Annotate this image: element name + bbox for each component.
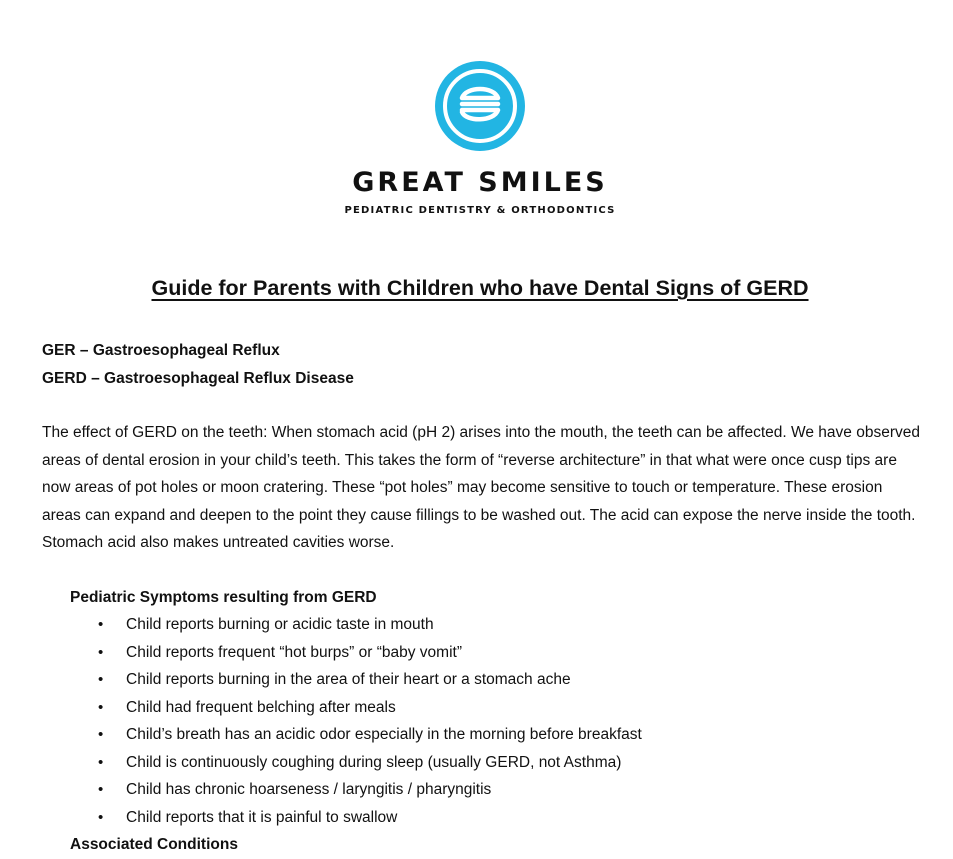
symptoms-heading: Pediatric Symptoms resulting from GERD (70, 589, 377, 606)
brand-tagline: PEDIATRIC DENTISTRY & ORTHODONTICS (344, 205, 616, 216)
bullet-icon: • (98, 781, 104, 798)
associated-conditions-heading: Associated Conditions (70, 836, 238, 853)
symptom-text: Child reports that it is painful to swallow (126, 808, 398, 826)
page-title: Guide for Parents with Children who have Dental Signs of GERD (151, 276, 809, 300)
symptom-text: Child has chronic hoarseness / laryngitis / pharyngitis (126, 781, 492, 798)
symptom-text: Child is continuously coughing during sleep (usually GERD, not Asthma) (126, 753, 622, 771)
definition-ger: GER – Gastroesophageal Reflux (42, 342, 280, 359)
bullet-icon: • (98, 726, 104, 743)
symptom-text: Child reports burning in the area of their heart or a stomach ache (126, 671, 571, 688)
bullet-icon: • (98, 671, 104, 688)
intro-paragraph: The effect of GERD on the teeth: When stomach acid (pH 2) arises into the mouth, the teeth can be affected. We have observed areas of dental erosion in your child’s teeth. This takes the form of “reverse architecture” in that what were once cusp tips are now areas of pot holes or moon cratering. These “pot holes” may become sensitive to touch or temperature. These erosion areas can expand and deepen to the point they cause fillings to be washed out. The acid can expose the nerve inside the tooth. Stomach acid also makes untreated cavities worse. (42, 424, 920, 551)
bullet-icon: • (98, 808, 104, 826)
bullet-icon: • (98, 616, 104, 633)
definition-gerd: GERD – Gastroesophageal Reflux Disease (42, 369, 354, 387)
bullet-icon: • (98, 643, 104, 661)
symptom-text: Child reports frequent “hot burps” or “baby vomit” (126, 643, 462, 661)
bullet-icon: • (98, 753, 104, 771)
great-smiles-logo-icon (434, 60, 526, 152)
symptom-text: Child reports burning or acidic taste in mouth (126, 616, 434, 633)
symptom-text: Child’s breath has an acidic odor especially in the morning before breakfast (126, 726, 642, 743)
bullet-icon: • (98, 698, 104, 716)
brand-name: GREAT SMILES (352, 167, 608, 198)
definitions (42, 337, 354, 392)
logo (0, 60, 953, 218)
symptom-text: Child had frequent belching after meals (126, 698, 396, 716)
